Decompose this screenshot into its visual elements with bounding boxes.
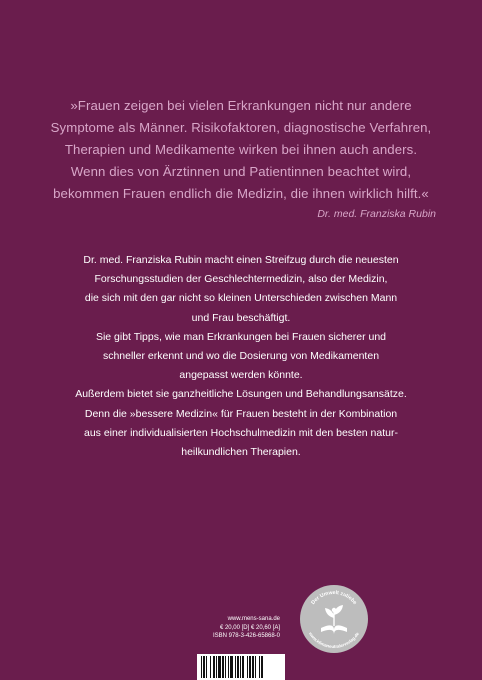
barcode-bar [203, 656, 205, 678]
barcode-bar [247, 656, 248, 678]
blurb-line: Außerdem bietet sie ganzheitliche Lösungen und Behandlungsansätze. [75, 388, 407, 401]
blurb-line: die sich mit den gar nicht so kleinen Unterschieden zwischen Mann [84, 292, 398, 305]
pull-quote [20, 95, 462, 222]
imprint [200, 615, 280, 641]
blurb-line: aus einer individualisierten Hochschulmedizin mit den besten natur- [83, 426, 398, 439]
badge-top-text: Der Umwelt zuliebe [310, 589, 358, 606]
eco-badge [299, 584, 369, 654]
blurb-line: heilkundlichen Therapien. [181, 446, 301, 459]
barcode-bar [255, 656, 256, 678]
publisher-website: www.mens-sana.de [227, 616, 280, 622]
blurb-line: schneller erkennt und wo die Dosierung von Medikamenten [102, 350, 380, 363]
isbn-label: ISBN 978-3-426-65868-0 [212, 633, 280, 639]
barcode-bar [201, 656, 202, 678]
badge-bottom-text: www.klimaneutralerverlag.de [307, 631, 361, 650]
blurb-text [20, 251, 462, 462]
blurb-line: Denn die »bessere Medizin« für Frauen besteht in der Kombination [84, 407, 398, 420]
barcode-bar [206, 656, 207, 678]
barcode-bar [240, 656, 241, 678]
blurb-line: Dr. med. Franziska Rubin macht einen Streifzug durch die neuesten [83, 254, 399, 266]
barcode-bar [222, 656, 224, 678]
barcode-bar [261, 656, 263, 678]
barcode-bar [259, 656, 260, 678]
barcode-bar [216, 656, 217, 678]
barcode-bar [235, 656, 236, 678]
blurb-line: angepasst werden könnte. [179, 369, 303, 382]
quote-author: Dr. med. Franziska Rubin [317, 208, 436, 220]
blurb-line: Sie gibt Tipps, wie man Erkrankungen bei Frauen sicherer und [95, 330, 387, 343]
quote-line: Wenn dies von Ärztinnen und Patientinnen beachtet wird, [70, 164, 412, 179]
barcode-bar [228, 656, 229, 678]
price-label: € 20,00 [D] € 20,60 [A] [219, 624, 280, 631]
quote-line: Therapien und Medikamente wirken bei ihnen auch anders. [64, 142, 418, 157]
barcode-bar [218, 656, 221, 678]
barcode-bar [249, 656, 251, 678]
barcode-bar [213, 656, 215, 678]
barcode-bar [230, 656, 233, 678]
barcode-bar [237, 656, 239, 678]
quote-line: Symptome als Männer. Risikofaktoren, diagnostische Verfahren, [50, 120, 432, 135]
barcode-bar [242, 656, 244, 678]
quote-line: »Frauen zeigen bei vielen Erkrankungen nicht nur andere [70, 98, 412, 113]
barcode-bars [197, 654, 285, 680]
blurb-line: Forschungsstudien der Geschlechtermedizin, also der Medizin, [94, 273, 388, 286]
barcode-bar [252, 656, 254, 678]
barcode-bar [225, 656, 226, 678]
isbn-barcode [197, 654, 285, 680]
barcode-bar [210, 656, 211, 678]
eco-badge-graphic [299, 584, 369, 654]
quote-line: bekommen Frauen endlich die Medizin, die ihnen wirklich hilft.« [53, 186, 429, 201]
blurb-line: und Frau beschäftigt. [191, 311, 291, 324]
